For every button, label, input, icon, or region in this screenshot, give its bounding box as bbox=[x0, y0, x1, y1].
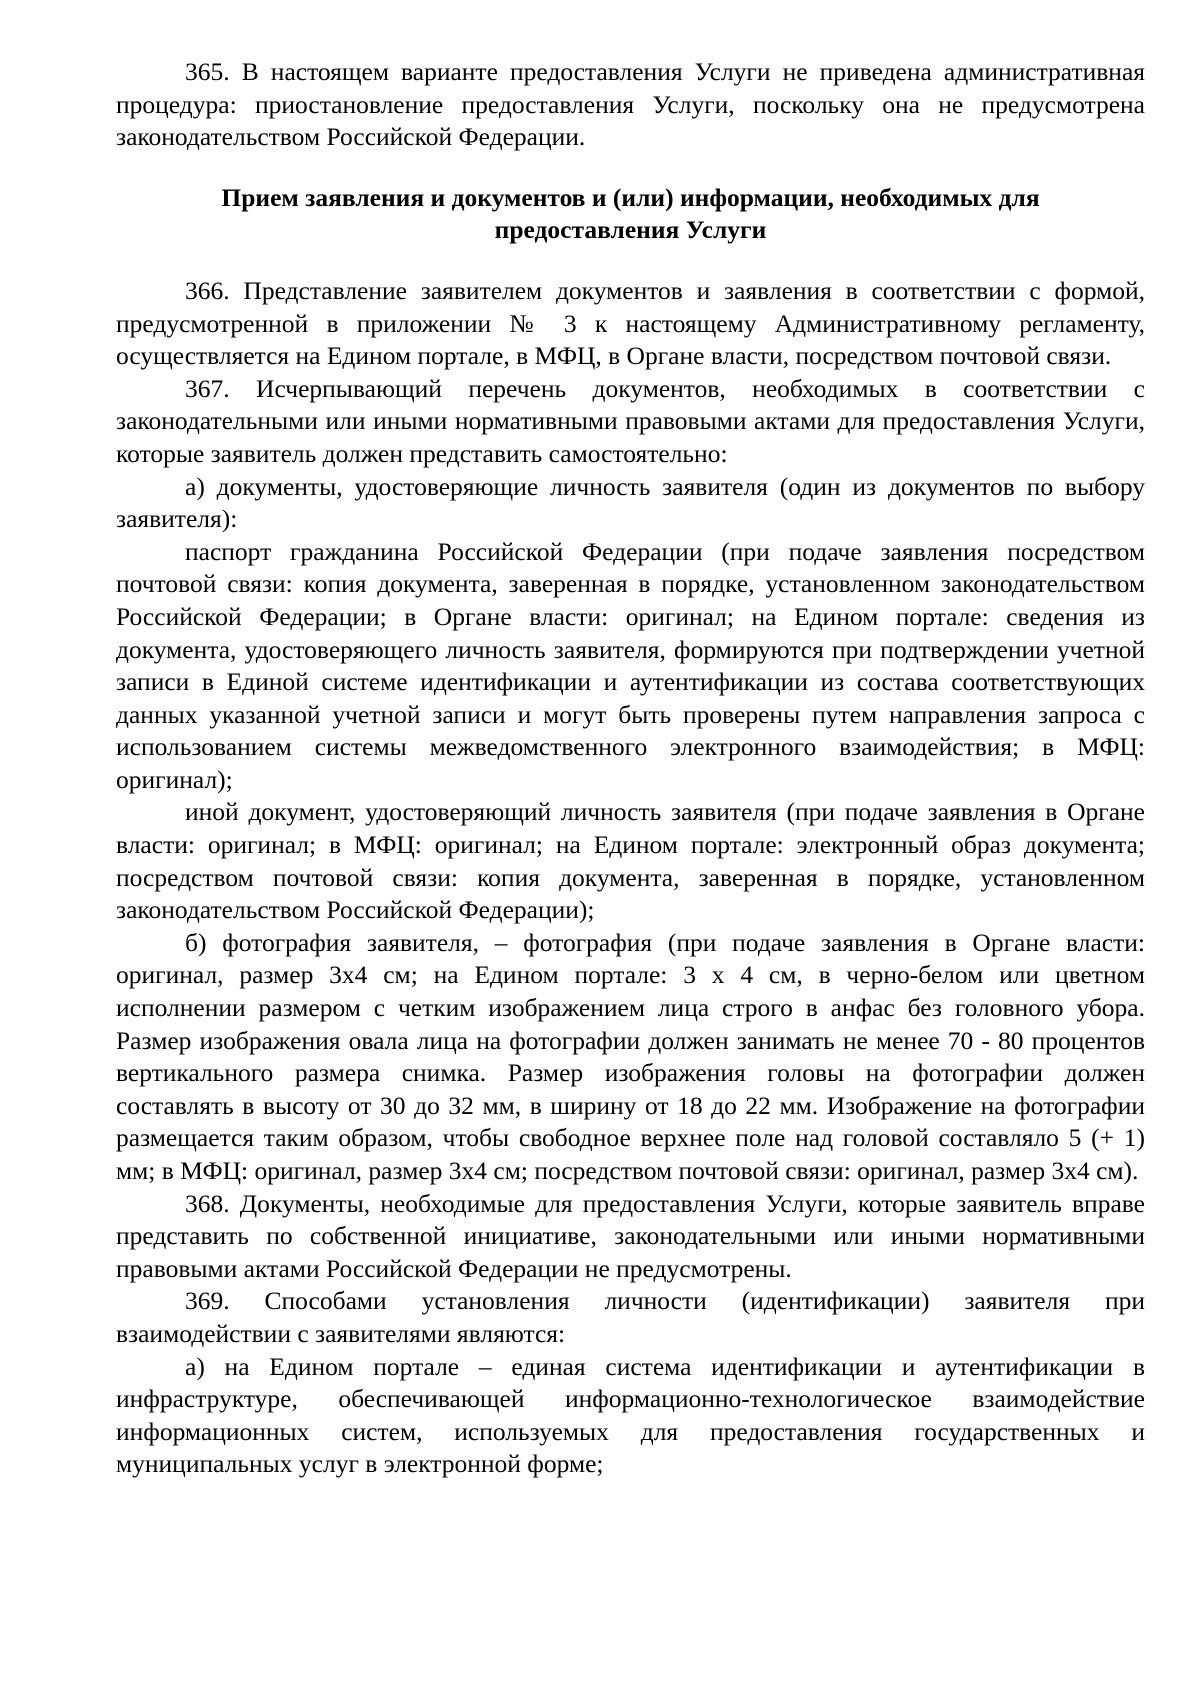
paragraph-367-a-other-document: иной документ, удостоверяющий личность заявителя (при подаче заявления в Органе власти: оригинал; в МФЦ: оригинал; на Едином портале: электронный образ документа; посредством почтовой связи: копия документа, заверенная в порядке, установленном законодательством Российской Федерации); bbox=[116, 797, 1145, 925]
paragraph-368: 368. Документы, необходимые для предоставления Услуги, которые заявитель вправе представить по собственной инициативе, законодательными или иными нормативными правовыми актами Российской Федерации не предусмотрены. bbox=[116, 1188, 1145, 1283]
paragraph-367-b: б) фотография заявителя, – фотография (при подаче заявления в Органе власти: оригинал, размер 3х4 см; на Едином портале: 3 х 4 см, в черно-белом или цветном исполнении размером с четким изображением лица строго в анфас без головного убора. Размер изображения овала лица на фотографии должен занимать не менее 70 - 80 процентов вертикального размера снимка. Размер изображения головы на фотографии должен составлять в высоту от 30 до 32 мм, в ширину от 18 до 22 мм. Изображение на фотографии размещается таким образом, чтобы свободное верхнее поле над головой составляло 5 (+ 1) мм; в МФЦ: оригинал, размер 3х4 см; посредством почтовой связи: оригинал, размер 3х4 см). bbox=[116, 927, 1145, 1185]
paragraph-369: 369. Способами установления личности (идентификации) заявителя при взаимодействии с заявителями являются: bbox=[116, 1286, 1145, 1348]
paragraph-367-a: а) документы, удостоверяющие личность заявителя (один из документов по выбору заявителя): bbox=[116, 471, 1145, 534]
section-heading-line-2: предоставления Услуги bbox=[494, 215, 767, 245]
paragraph-366: 366. Представление заявителем документов и заявления в соответствии с формой, предусмотренной в приложении № 3 к настоящему Административному регламенту, осуществляется на Едином портале, в МФЦ, в Органе власти, посредством почтовой связи. bbox=[116, 275, 1145, 371]
paragraph-365: 365. В настоящем варианте предоставления Услуги не приведена административная процедура: приостановление предоставления Услуги, поскольку она не предусмотрена законодательством Российской Федерации. bbox=[116, 57, 1145, 152]
section-heading bbox=[116, 182, 1145, 247]
paragraph-367: 367. Исчерпывающий перечень документов, необходимых в соответствии с законодательными или иными нормативными правовыми актами для предоставления Услуги, которые заявитель должен представить самостоятельно: bbox=[116, 373, 1145, 468]
paragraph-367-a-passport: паспорт гражданина Российской Федерации (при подаче заявления посредством почтовой связи: копия документа, заверенная в порядке, установленном законодательством Российской Федерации; в Органе власти: оригинал; на Едином портале: сведения из документа, удостоверяющего личность заявителя, формируются при подтверждении учетной записи в Единой системе идентификации и аутентификации из состава соответствующих данных указанной учетной записи и могут быть проверены путем направления запроса с использованием системы межведомственного электронного взаимодействия; в МФЦ: оригинал); bbox=[116, 536, 1145, 794]
paragraph-369-a: а) на Едином портале – единая система идентификации и аутентификации в инфраструктуре, обеспечивающей информационно-технологическое взаимодействие информационных систем, используемых для предоставления государственных и муниципальных услуг в электронной форме; bbox=[116, 1351, 1145, 1479]
section-heading-line-1: Прием заявления и документов и (или) информации, необходимых для bbox=[221, 182, 1040, 212]
